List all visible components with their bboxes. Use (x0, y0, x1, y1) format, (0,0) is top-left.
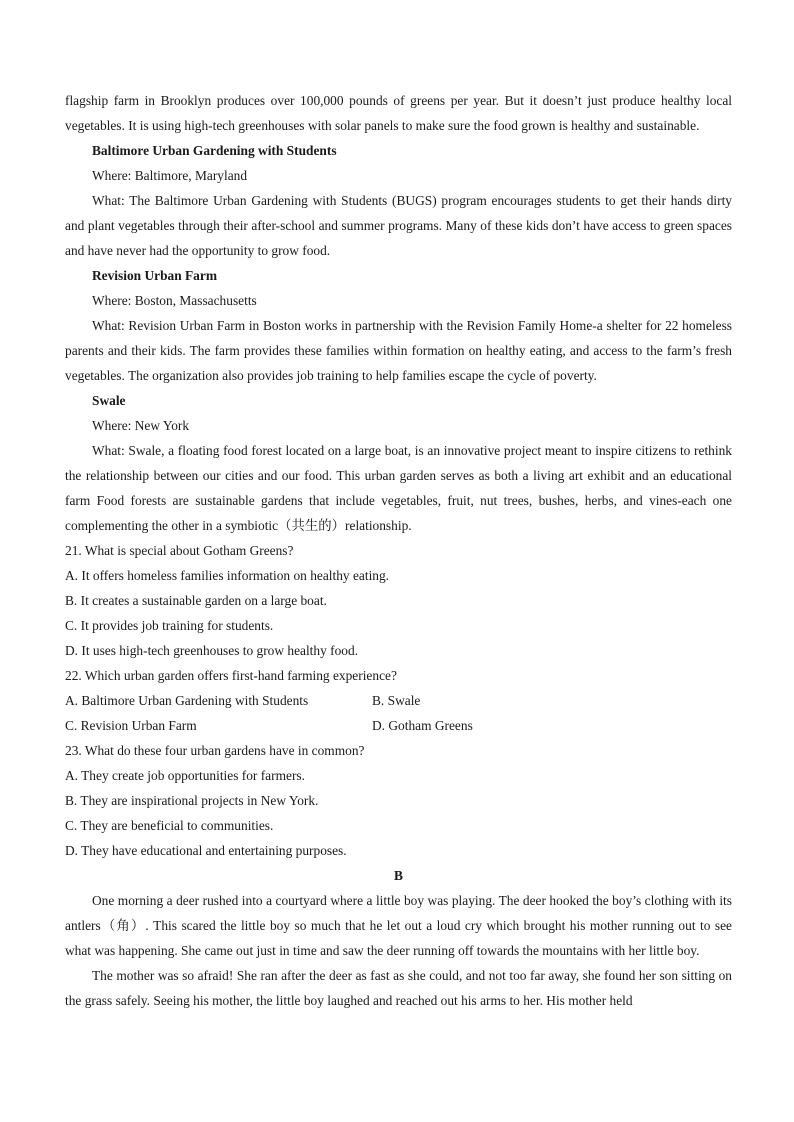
question-23-option-b: B. They are inspirational projects in New York. (65, 793, 319, 808)
question-23-option-c: C. They are beneficial to communities. (65, 818, 274, 833)
question-21: 21. What is special about Gotham Greens? (65, 543, 294, 558)
garden-title-swale: Swale (92, 393, 126, 408)
question-21-option-a: A. It offers homeless families information on healthy eating. (65, 568, 390, 583)
question-23-option-d: D. They have educational and entertaining purposes. (65, 843, 347, 858)
question-22-option-d: D. Gotham Greens (372, 718, 473, 733)
garden-what-baltimore: What: The Baltimore Urban Gardening with Students (BUGS) program encourages students to get their hands dirty and plant vegetables through their after-school and summer programs. Many of these kids don’t have access to green spaces and have never had the opportunity to grow food. (65, 193, 732, 258)
garden-where-swale: Where: New York (92, 418, 190, 433)
document-page (65, 88, 732, 1013)
intro-paragraph: flagship farm in Brooklyn produces over 100,000 pounds of greens per year. But it doesn’t just produce healthy local vegetables. It is using high-tech greenhouses with solar panels to make sure the food grown is healthy and sustainable. (65, 93, 732, 133)
question-21-option-d: D. It uses high-tech greenhouses to grow healthy food. (65, 643, 359, 658)
section-b-paragraph-1: One morning a deer rushed into a courtyard where a little boy was playing. The deer hooked the boy’s clothing with its antlers（角）. This scared the little boy so much that he let out a loud cry which brought his mother running out to see what was happening. She came out just in time and saw the deer running off towards the mountains with her little boy. (65, 893, 732, 958)
garden-title-revision: Revision Urban Farm (92, 268, 217, 283)
question-21-option-b: B. It creates a sustainable garden on a large boat. (65, 593, 327, 608)
garden-what-revision: What: Revision Urban Farm in Boston works in partnership with the Revision Family Home-a shelter for 22 homeless parents and their kids. The farm provides these families within formation on healthy eating, and access to the farm’s fresh vegetables. The organization also provides job training to help families escape the cycle of poverty. (65, 318, 732, 383)
question-23-option-a: A. They create job opportunities for farmers. (65, 768, 305, 783)
section-b-paragraph-2: The mother was so afraid! She ran after the deer as fast as she could, and not too far away, she found her son sitting on the grass safely. Seeing his mother, the little boy laughed and reached out his arms to her. His mother held (65, 968, 732, 1008)
garden-where-baltimore: Where: Baltimore, Maryland (92, 168, 248, 183)
question-21-option-c: C. It provides job training for students. (65, 618, 274, 633)
section-b-heading: B (394, 868, 403, 883)
garden-what-swale: What: Swale, a floating food forest located on a large boat, is an innovative project meant to inspire citizens to rethink the relationship between our cities and our food. This urban garden serves as both a living art exhibit and an educational farm Food forests are sustainable gardens that include vegetables, fruit, nut trees, bushes, herbs, and vines-each one complementing the other in a symbiotic（共生的）relationship. (65, 443, 732, 533)
question-22: 22. Which urban garden offers first-hand farming experience? (65, 668, 397, 683)
question-22-option-a: A. Baltimore Urban Gardening with Students (65, 693, 309, 708)
garden-where-revision: Where: Boston, Massachusetts (92, 293, 257, 308)
garden-title-baltimore: Baltimore Urban Gardening with Students (92, 143, 337, 158)
question-22-option-c: C. Revision Urban Farm (65, 718, 197, 733)
question-22-options-row-2 (65, 713, 732, 738)
question-23: 23. What do these four urban gardens have in common? (65, 743, 365, 758)
question-22-option-b: B. Swale (372, 693, 421, 708)
question-22-options-row-1 (65, 688, 732, 713)
